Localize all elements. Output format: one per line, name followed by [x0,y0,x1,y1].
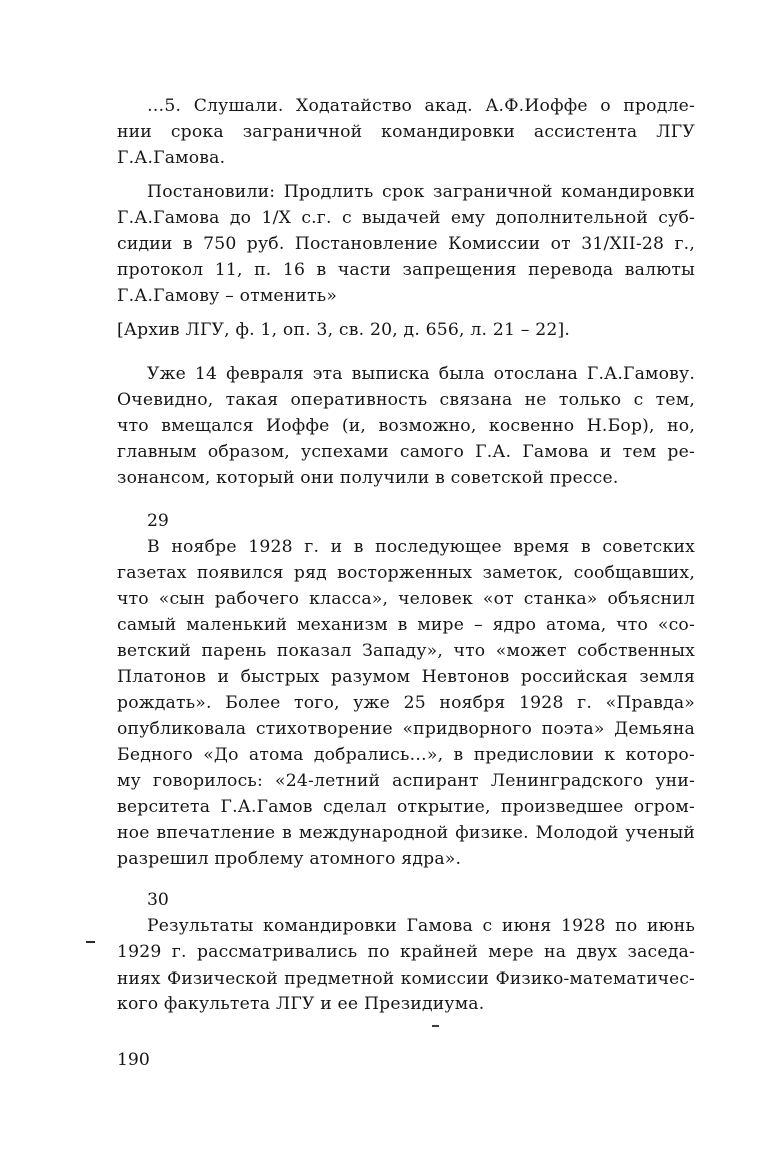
text-line: самый маленький механизм в мире – ядро атома, что «со- [117,615,695,635]
text-line: протокол 11, п. 16 в части запрещения перевода валюты [117,260,695,280]
text-line: 1929 г. рассматривались по крайней мере на двух заседа- [117,942,695,962]
text-line: сидии в 750 руб. Постановление Комиссии от 31/XII-28 г., [117,234,695,254]
text-line: Уже 14 февраля эта выписка была отослана Г.А.Гамову. [147,364,695,384]
text-line: Г.А.Гамова. [117,148,226,168]
text-line: му говорилось: «24-летний аспирант Ленинградского уни- [117,771,695,791]
text-line: Очевидно, такая оперативность связана не только с тем, [117,390,695,410]
commentary-paragraph [117,361,695,491]
note-number-29: 29 [147,511,169,531]
text-line: Постановили: Продлить срок заграничной командировки [147,182,695,202]
text-line: ветский парень показал Западу», что «может собственных [117,641,695,661]
resolution-paragraph [117,179,695,309]
text-line: зонансом, который они получили в советской прессе. [117,468,619,488]
text-line: Г.А.Гамова до 1/X с.г. с выдачей ему дополнительной суб- [117,208,695,228]
text-line: Платонов и быстрых разумом Невтонов российская земля [117,667,695,687]
note-number-30: 30 [147,890,169,910]
margin-dash-mark [86,941,95,943]
page-number: 190 [117,1050,150,1070]
quote-paragraph [117,93,695,171]
text-line: Бедного «До атома добрались…», в предисловии к которо- [117,745,695,765]
note-30-paragraph [117,913,695,1017]
archive-reference [117,317,695,343]
text-line: ниях Физической предметной комиссии Физико-математичес- [117,968,695,988]
stray-dash-mark [432,1025,439,1027]
text-line: …5. Слушали. Ходатайство акад. А.Ф.Иоффе о продле- [147,96,695,116]
archive-reference-text: [Архив ЛГУ, ф. 1, оп. 3, св. 20, д. 656, л. 21 – 22]. [117,320,571,340]
text-line: нии срока заграничной командировки ассистента ЛГУ [117,122,695,142]
text-line: Результаты командировки Гамова с июня 1928 по июнь [147,916,695,936]
text-line: ное впечатление в международной физике. Молодой ученый [117,823,695,843]
text-line: верситета Г.А.Гамов сделал открытие, произведшее огром- [117,797,695,817]
text-line: разрешил проблему атомного ядра». [117,849,462,869]
text-line: Г.А.Гамову – отменить» [117,286,338,306]
text-line: что вмещался Иоффе (и, возможно, косвенно Н.Бор), но, [117,416,695,436]
text-line: что «сын рабочего класса», человек «от станка» объяснил [117,589,695,609]
text-line: кого факультета ЛГУ и ее Президиума. [117,994,485,1014]
text-line: газетах появился ряд восторженных заметок, сообщавших, [117,563,695,583]
text-line: главным образом, успехами самого Г.А. Гамова и тем ре- [117,442,695,462]
text-line: В ноябре 1928 г. и в последующее время в советских [147,537,695,557]
text-line: опубликовала стихотворение «придворного поэта» Демьяна [117,719,695,739]
text-line: рождать». Более того, уже 25 ноября 1928 г. «Правда» [117,693,695,713]
note-29-paragraph [117,534,695,872]
